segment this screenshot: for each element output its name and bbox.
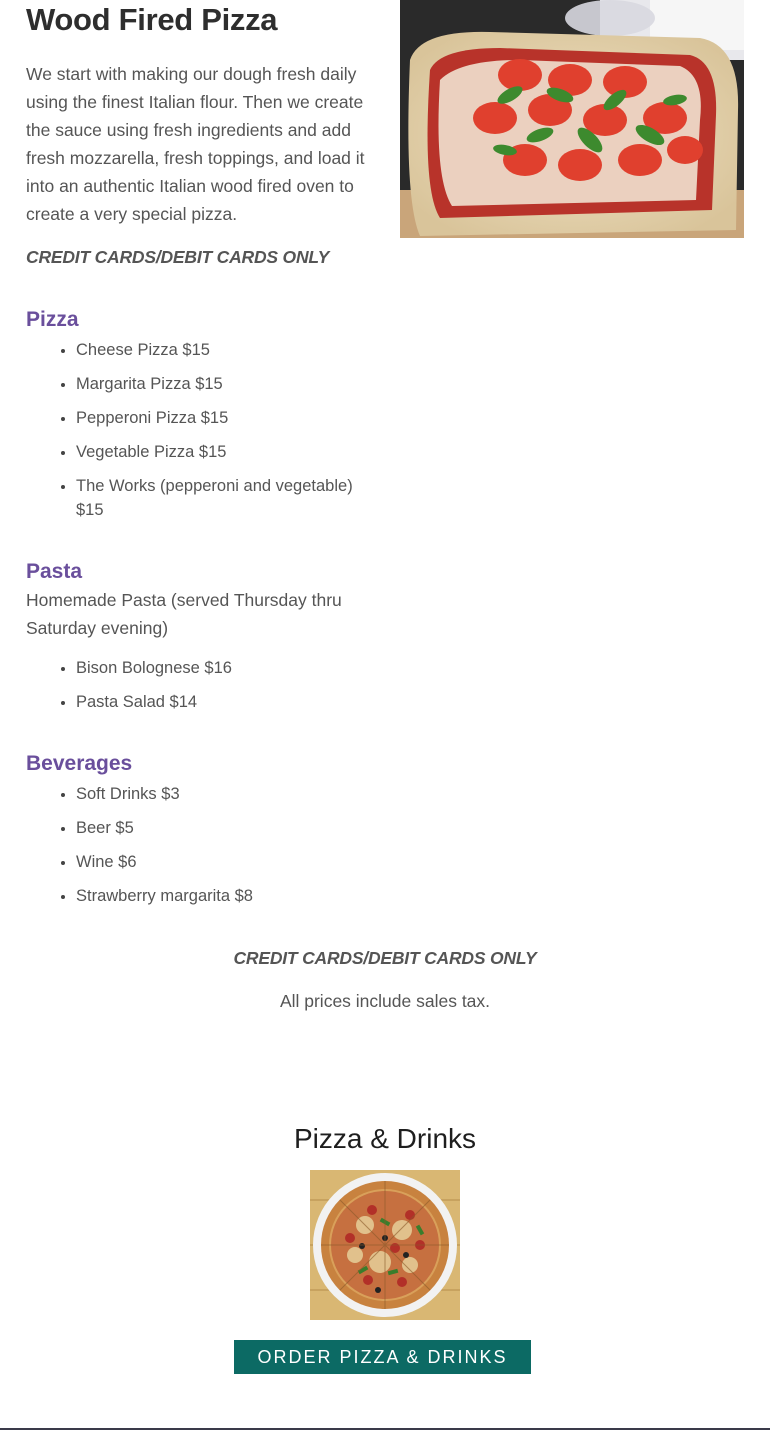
pasta-list <box>26 656 366 724</box>
pizza-list <box>26 338 366 532</box>
beverages-heading: Beverages <box>26 752 133 775</box>
list-item: • Cheese Pizza $15 <box>76 338 366 362</box>
list-item: • The Works (pepperoni and vegetable) $15 <box>76 474 366 522</box>
pasta-heading: Pasta <box>26 560 83 583</box>
payment-note-bottom: CREDIT CARDS/DEBIT CARDS ONLY <box>233 948 537 968</box>
page-title: Wood Fired Pizza <box>26 2 278 37</box>
beverages-list <box>26 782 366 918</box>
list-item: • Bison Bolognese $16 <box>76 656 366 680</box>
pizza-heading: Pizza <box>26 308 79 331</box>
list-item: • Beer $5 <box>76 816 366 840</box>
list-item: • Vegetable Pizza $15 <box>76 440 366 464</box>
list-item: • Strawberry margarita $8 <box>76 884 366 908</box>
payment-note-top: CREDIT CARDS/DEBIT CARDS ONLY <box>26 247 330 267</box>
footer-divider <box>0 1428 770 1430</box>
list-item: • Wine $6 <box>76 850 366 874</box>
list-item: • Margarita Pizza $15 <box>76 372 366 396</box>
list-item: • Pepperoni Pizza $15 <box>76 406 366 430</box>
list-item: • Pasta Salad $14 <box>76 690 366 714</box>
order-section-title: Pizza & Drinks <box>293 1123 477 1154</box>
pasta-description: Homemade Pasta (served Thursday thru Saturday evening) <box>26 590 342 638</box>
intro-paragraph: We start with making our dough fresh daily using the finest Italian flour. Then we create the sauce using fresh ingredients and add fresh mozzarella, fresh toppings, and load it into an authentic Italian wood fired oven to create a very special pizza. <box>26 64 365 224</box>
list-item: • Soft Drinks $3 <box>76 782 366 806</box>
hero-pizza-photo <box>400 0 744 238</box>
order-pizza-photo[interactable] <box>310 1170 460 1320</box>
tax-note: All prices include sales tax. <box>279 991 491 1011</box>
order-pizza-drinks-button[interactable]: ORDER PIZZA & DRINKS <box>234 1340 531 1374</box>
